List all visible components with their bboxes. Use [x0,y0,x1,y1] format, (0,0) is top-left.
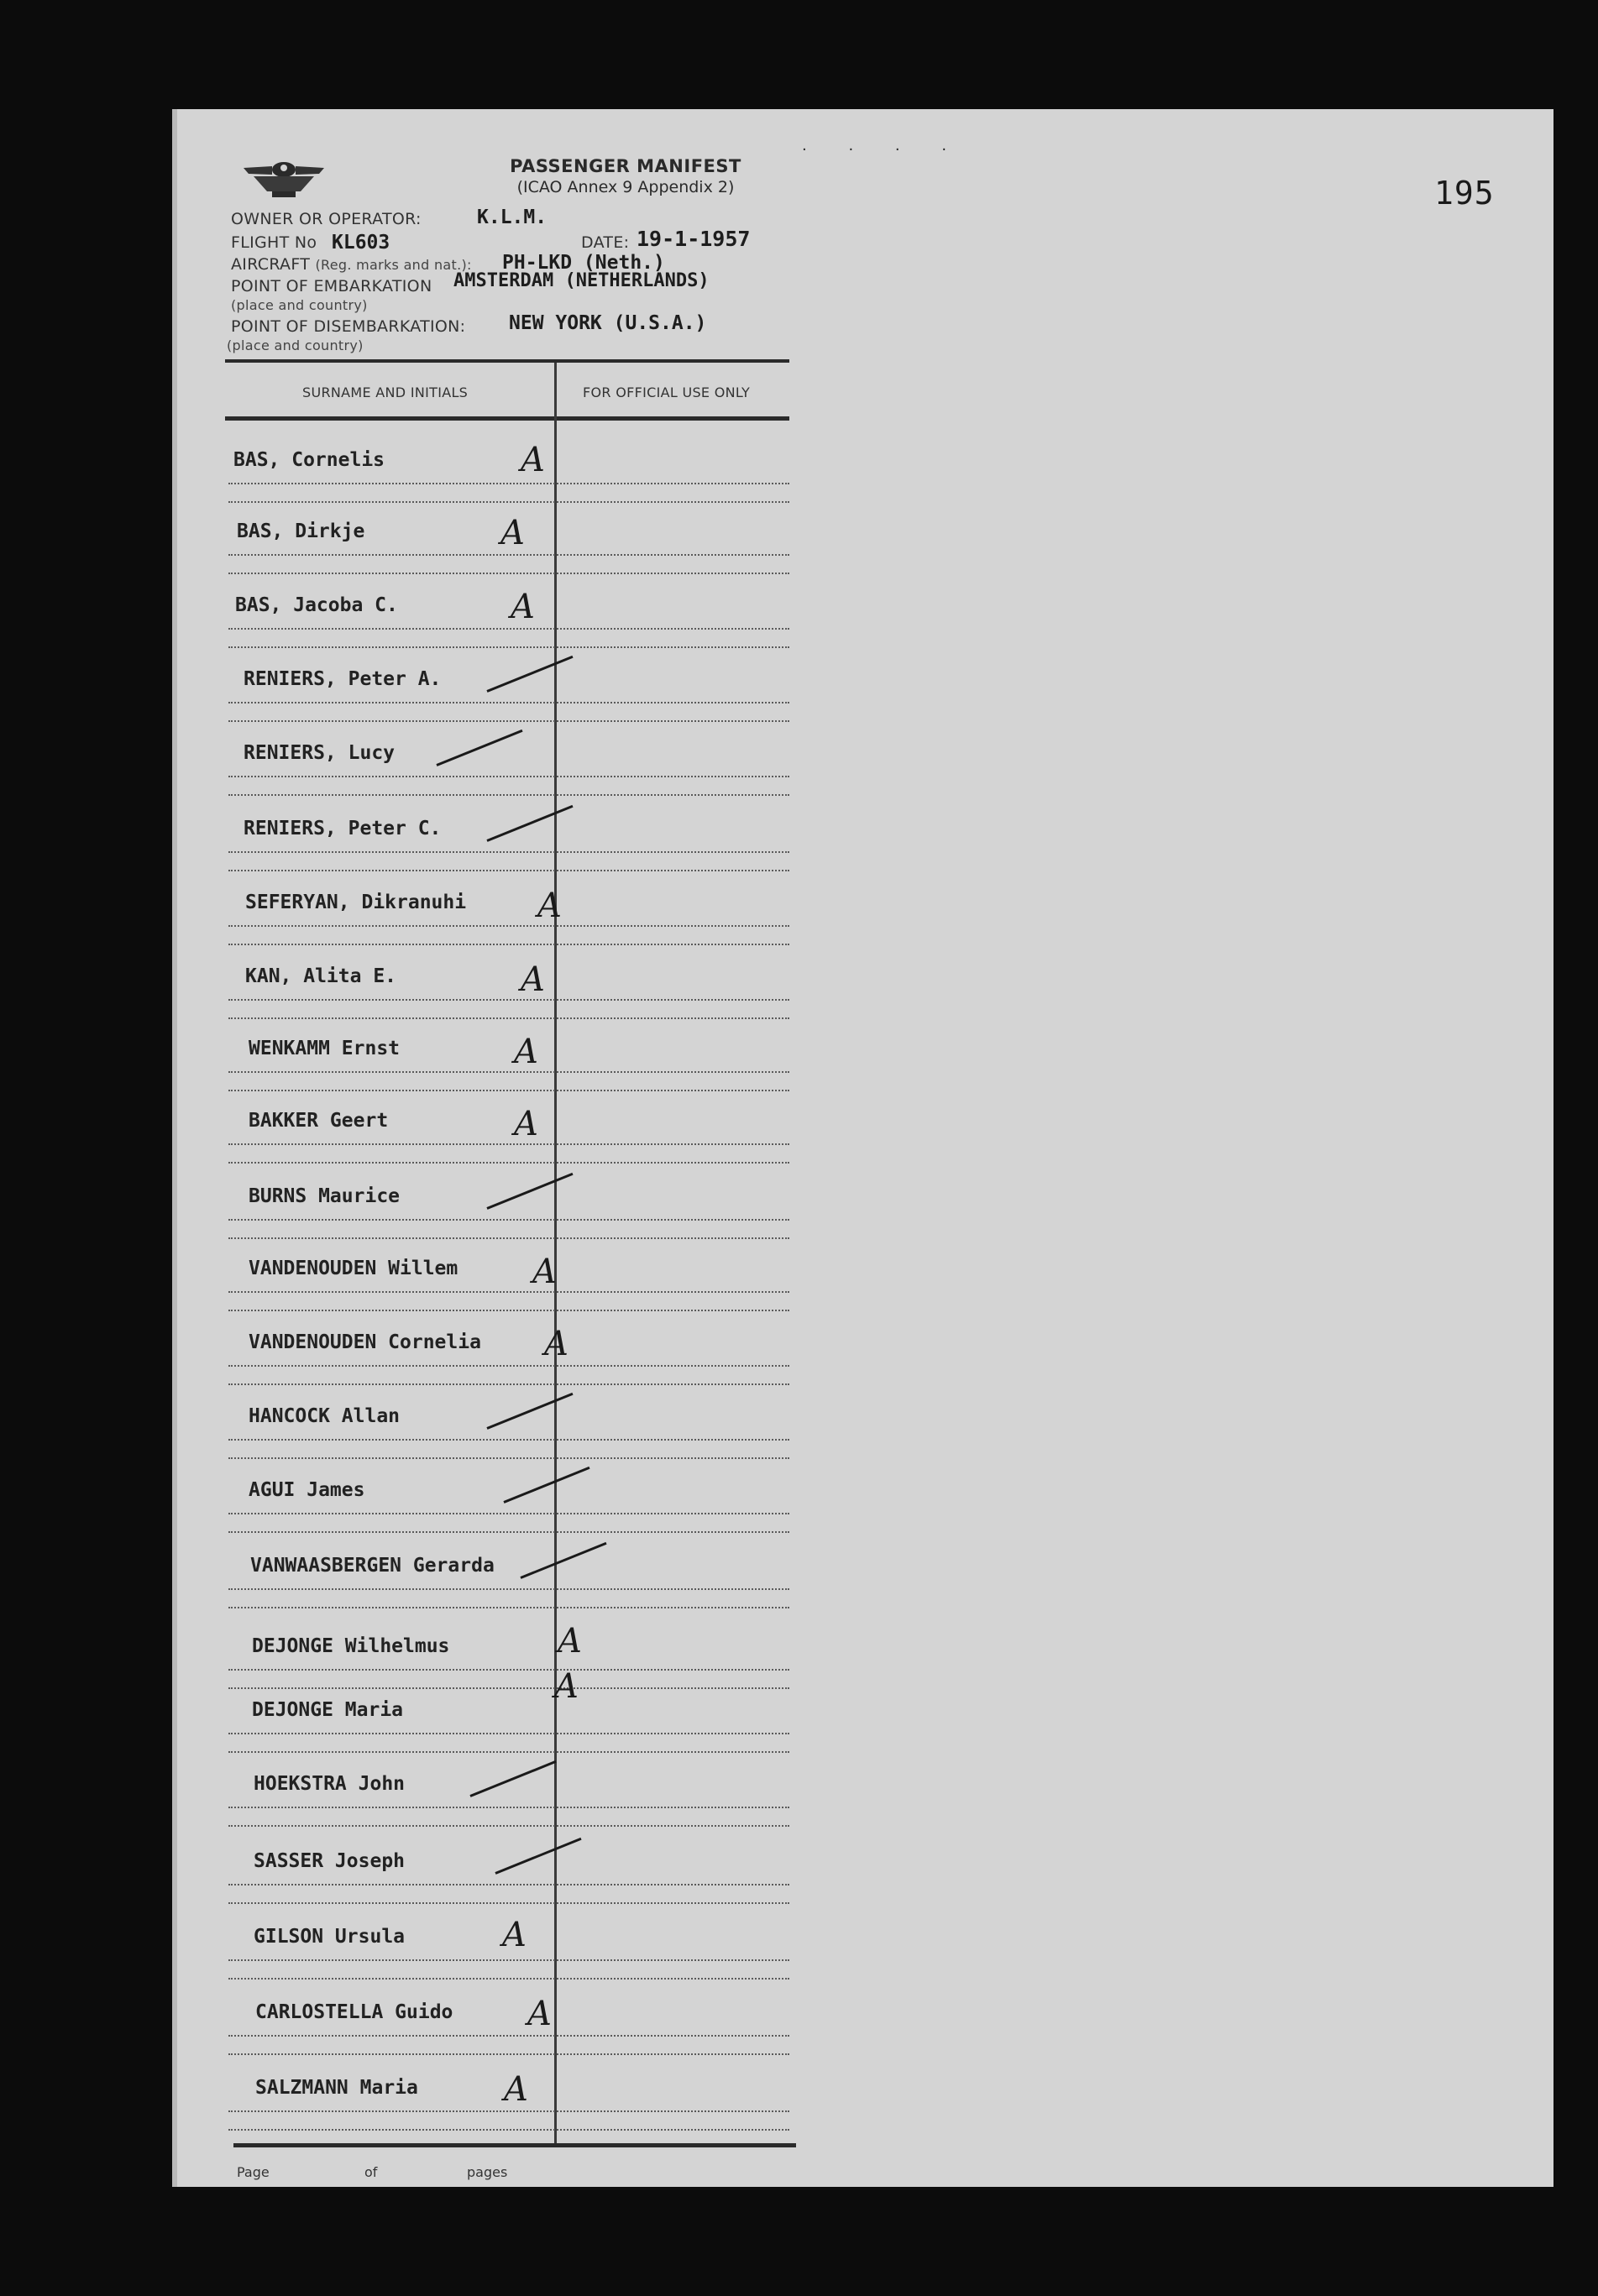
row-dotted-rule [228,1383,789,1385]
passenger-name: KAN, Alita E. [245,965,397,987]
row-dotted-rule [228,1143,789,1145]
handwritten-mark: A [527,1995,552,2033]
handwritten-mark: A [502,1916,527,1954]
passenger-name: VANDENOUDEN Cornelia [249,1331,481,1353]
row-dotted-rule [228,702,789,703]
manifest-sheet [172,109,1553,2187]
passenger-name: VANDENOUDEN Willem [249,1258,458,1279]
row-dotted-rule [228,1607,789,1608]
row-dotted-rule [228,2129,789,2131]
row-dotted-rule [228,1513,789,1514]
passenger-name: HOEKSTRA John [254,1773,406,1795]
handwritten-mark: A [521,441,545,479]
col-head-name: SURNAME AND INITIALS [302,384,469,400]
owner-value: K.L.M. [477,207,548,228]
row-dotted-rule [228,1531,789,1533]
passenger-name: DEJONGE Maria [252,1699,404,1721]
manifest-title-block [470,156,781,196]
passenger-name: BAS, Dirkje [237,520,365,542]
row-dotted-rule [228,1959,789,1961]
handwritten-mark: A [532,1253,557,1291]
scan-specks: · · · · [802,141,966,159]
row-dotted-rule [228,999,789,1001]
row-dotted-rule [228,1365,789,1367]
footer-of-label: of [364,2164,378,2180]
passenger-name: SEFERYAN, Dikranuhi [245,892,467,913]
row-dotted-rule [228,776,789,777]
passenger-name: AGUI James [249,1479,365,1501]
passenger-name: RENIERS, Peter C. [244,818,442,839]
passenger-name: HANCOCK Allan [249,1405,401,1427]
handwritten-mark: A [521,960,545,999]
aircraft-note: (Reg. marks and nat.): [315,257,472,273]
disembark-note: (place and country) [227,337,364,353]
row-dotted-rule [228,1439,789,1441]
row-dotted-rule [228,1588,789,1590]
aircraft-value: PH-LKD (Neth.) [502,252,665,274]
row-dotted-rule [228,1807,789,1808]
row-dotted-rule [228,501,789,503]
passenger-name: SALZMANN Maria [255,2077,418,2099]
row-dotted-rule [228,2035,789,2037]
passenger-name: SASSER Joseph [254,1850,406,1872]
row-dotted-rule [228,628,789,630]
row-dotted-rule [228,1162,789,1164]
manifest-title: PASSENGER MANIFEST [510,156,741,176]
row-dotted-rule [228,1090,789,1091]
table-top-rule [225,359,789,363]
row-dotted-rule [228,1457,789,1459]
handwritten-mark: A [558,1622,582,1661]
sheet-edge [172,109,177,2187]
date-label: DATE: [581,233,630,252]
row-dotted-rule [228,646,789,648]
row-dotted-rule [228,925,789,927]
row-dotted-rule [228,1733,789,1734]
passenger-name: WENKAMM Ernst [249,1038,401,1059]
table-header-rule [225,416,789,421]
row-dotted-rule [228,1291,789,1293]
row-dotted-rule [228,1751,789,1753]
handwritten-mark: A [514,1033,538,1071]
aircraft-label-text: AIRCRAFT [231,255,311,274]
footer-page-label: Page [237,2164,270,2180]
row-dotted-rule [228,2110,789,2112]
row-dotted-rule [228,1978,789,1980]
date-value: 19-1-1957 [637,227,751,251]
passenger-name: BURNS Maurice [249,1185,401,1207]
handwritten-mark: A [504,2070,528,2109]
row-dotted-rule [228,483,789,484]
passenger-name: BAKKER Geert [249,1110,389,1132]
flight-value: KL603 [332,232,390,254]
row-dotted-rule [228,1669,789,1671]
row-dotted-rule [228,573,789,574]
handwritten-mark: A [554,1667,579,1706]
aircraft-label [231,255,472,274]
row-dotted-rule [228,1237,789,1239]
handwritten-mark: A [514,1105,538,1143]
passenger-name: BAS, Jacoba C. [235,594,398,616]
handwritten-mark: A [500,514,525,552]
embark-value: AMSTERDAM (NETHERLANDS) [453,270,710,291]
col-head-official: FOR OFFICIAL USE ONLY [583,384,751,400]
row-dotted-rule [228,1219,789,1221]
passenger-name: CARLOSTELLA Guido [255,2001,453,2023]
page-number: 195 [1434,175,1495,212]
passenger-name: BAS, Cornelis [233,449,385,471]
row-dotted-rule [228,870,789,871]
row-dotted-rule [228,2053,789,2055]
disembark-label: POINT OF DISEMBARKATION: [231,317,466,336]
flight-label: FLIGHT No [231,233,317,252]
row-dotted-rule [228,1310,789,1311]
row-dotted-rule [228,554,789,556]
passenger-name: GILSON Ursula [254,1926,406,1948]
airline-logo [242,151,326,203]
passenger-name: RENIERS, Lucy [244,742,396,764]
row-dotted-rule [228,851,789,853]
footer-pages-label: pages [467,2164,508,2180]
row-dotted-rule [228,1884,789,1885]
row-dotted-rule [228,720,789,722]
row-dotted-rule [228,1687,789,1689]
passenger-name: DEJONGE Wilhelmus [252,1635,450,1657]
table-bottom-rule [233,2143,796,2147]
handwritten-mark: A [537,886,562,925]
row-dotted-rule [228,1017,789,1019]
row-dotted-rule [228,794,789,796]
passenger-name: VANWAASBERGEN Gerarda [250,1555,495,1577]
row-dotted-rule [228,1902,789,1904]
handwritten-mark: A [544,1325,568,1363]
manifest-subtitle: (ICAO Annex 9 Appendix 2) [516,178,735,196]
row-dotted-rule [228,944,789,945]
disembark-value: NEW YORK (U.S.A.) [509,312,707,334]
embark-label: POINT OF EMBARKATION [231,277,432,295]
row-dotted-rule [228,1825,789,1827]
owner-label: OWNER OR OPERATOR: [231,210,422,228]
row-dotted-rule [228,1071,789,1073]
handwritten-mark: A [511,588,535,626]
passenger-name: RENIERS, Peter A. [244,668,442,690]
embark-note: (place and country) [231,297,368,313]
